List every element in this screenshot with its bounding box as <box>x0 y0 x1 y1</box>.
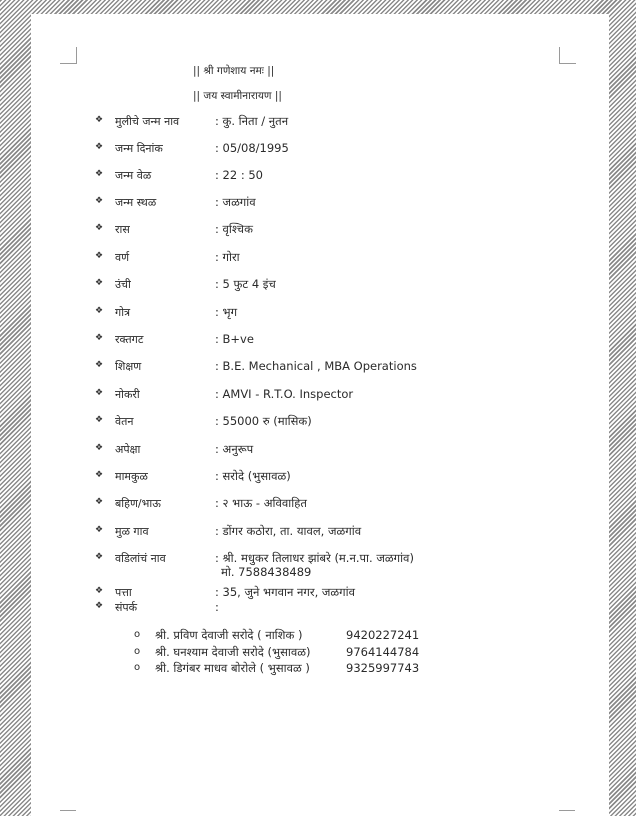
diamond-bullet-icon: ❖ <box>95 415 104 425</box>
contact-item <box>31 628 609 643</box>
field-label: जन्म स्थळ <box>115 196 157 209</box>
field-value: : 05/08/1995 <box>215 141 289 155</box>
field-value: : B.E. Mechanical , MBA Operations <box>215 359 417 373</box>
field-value: : गोरा <box>215 250 240 264</box>
field-label: मुळ गाव <box>115 525 149 538</box>
field-value: : कु. निता / नुतन <box>215 114 289 128</box>
diamond-bullet-icon: ❖ <box>95 388 104 398</box>
document-page <box>31 14 609 816</box>
field-value: : श्री. मधुकर तिलाधर झांबरे (म.न.पा. जळगांव) <box>215 551 414 565</box>
field-value: : <box>215 600 219 614</box>
contact-name: श्री. घनश्याम देवाजी सरोदे (भुसावळ) <box>155 645 311 659</box>
diamond-bullet-icon: ❖ <box>95 223 104 233</box>
field-row <box>31 332 609 348</box>
field-row <box>31 250 609 266</box>
swaminarayan-heading: || जय स्वामीनारायण || <box>193 90 282 102</box>
circle-bullet-icon: o <box>134 662 141 673</box>
diamond-bullet-icon: ❖ <box>95 142 104 152</box>
field-value: : २ भाऊ - अविवाहित <box>215 496 307 510</box>
contact-item <box>31 661 609 676</box>
field-row <box>31 195 609 211</box>
field-row <box>31 551 609 579</box>
field-row <box>31 141 609 157</box>
field-value: : 35, जुने भगवान नगर, जळगांव <box>215 585 356 599</box>
field-value-continuation: मो. 7588438489 <box>221 565 312 579</box>
field-row <box>31 496 609 512</box>
field-label: मामकुळ <box>115 470 148 483</box>
field-label: अपेक्षा <box>115 443 141 456</box>
field-row <box>31 222 609 238</box>
field-row <box>31 414 609 430</box>
field-label: जन्म वेळ <box>115 169 152 182</box>
field-value: : डोंगर कठोरा, ता. यावल, जळगांव <box>215 524 362 538</box>
field-value: : 22 : 50 <box>215 168 263 182</box>
diamond-bullet-icon: ❖ <box>95 251 104 261</box>
contact-name: श्री. डिगंबर माधव बोरोले ( भुसावळ ) <box>155 661 310 675</box>
field-row <box>31 469 609 485</box>
field-label: मुलीचे जन्म नाव <box>115 115 180 128</box>
field-value: : जळगांव <box>215 195 256 209</box>
contact-phone: 9764144784 <box>346 645 420 659</box>
diamond-bullet-icon: ❖ <box>95 586 104 596</box>
field-value: : भृग <box>215 305 238 319</box>
diamond-bullet-icon: ❖ <box>95 169 104 179</box>
contact-phone: 9325997743 <box>346 661 420 675</box>
diamond-bullet-icon: ❖ <box>95 525 104 535</box>
diamond-bullet-icon: ❖ <box>95 601 104 611</box>
diamond-bullet-icon: ❖ <box>95 115 104 125</box>
diamond-bullet-icon: ❖ <box>95 443 104 453</box>
field-label: संपर्क <box>115 601 138 614</box>
circle-bullet-icon: o <box>134 629 141 640</box>
crop-mark-bottom-right <box>559 810 575 819</box>
field-row <box>31 359 609 375</box>
diamond-bullet-icon: ❖ <box>95 333 104 343</box>
field-row <box>31 387 609 403</box>
field-value: : वृश्चिक <box>215 222 253 236</box>
field-label: शिक्षण <box>115 360 142 373</box>
diamond-bullet-icon: ❖ <box>95 552 104 562</box>
field-label: वडिलांचं नाव <box>115 552 166 565</box>
field-row <box>31 114 609 130</box>
field-label: रास <box>115 223 130 236</box>
field-value: : 5 फुट 4 इंच <box>215 277 276 291</box>
crop-mark-top-left <box>60 47 77 64</box>
field-label: वर्ण <box>115 251 130 264</box>
field-row <box>31 585 609 601</box>
crop-mark-bottom-left <box>60 810 76 819</box>
field-row <box>31 168 609 184</box>
contact-item <box>31 645 609 660</box>
field-label: उंची <box>115 278 131 291</box>
field-row <box>31 600 609 616</box>
field-value: : AMVI - R.T.O. Inspector <box>215 387 354 401</box>
field-label: जन्म दिनांक <box>115 142 163 155</box>
field-row <box>31 442 609 458</box>
diamond-bullet-icon: ❖ <box>95 470 104 480</box>
diamond-bullet-icon: ❖ <box>95 278 104 288</box>
field-row <box>31 524 609 540</box>
field-label: वेतन <box>115 415 134 428</box>
field-value: : 55000 रु (मासिक) <box>215 414 312 428</box>
invocation-heading: || श्री गणेशाय नमः || <box>193 65 275 77</box>
field-row <box>31 277 609 293</box>
field-value: : अनुरूप <box>215 442 254 456</box>
field-label: बहिण/भाऊ <box>115 497 161 510</box>
field-value: : सरोदे (भुसावळ) <box>215 469 291 483</box>
field-row <box>31 305 609 321</box>
field-label: गोत्र <box>115 306 131 319</box>
circle-bullet-icon: o <box>134 646 141 657</box>
contact-phone: 9420227241 <box>346 628 420 642</box>
field-value: : B+ve <box>215 332 254 346</box>
crop-mark-top-right <box>559 47 576 64</box>
diamond-bullet-icon: ❖ <box>95 196 104 206</box>
contact-name: श्री. प्रविण देवाजी सरोदे ( नाशिक ) <box>155 628 303 642</box>
field-label: पत्ता <box>115 586 132 599</box>
field-label: रक्तगट <box>115 333 144 346</box>
field-label: नोकरी <box>115 388 140 401</box>
diamond-bullet-icon: ❖ <box>95 360 104 370</box>
diamond-bullet-icon: ❖ <box>95 497 104 507</box>
diamond-bullet-icon: ❖ <box>95 306 104 316</box>
